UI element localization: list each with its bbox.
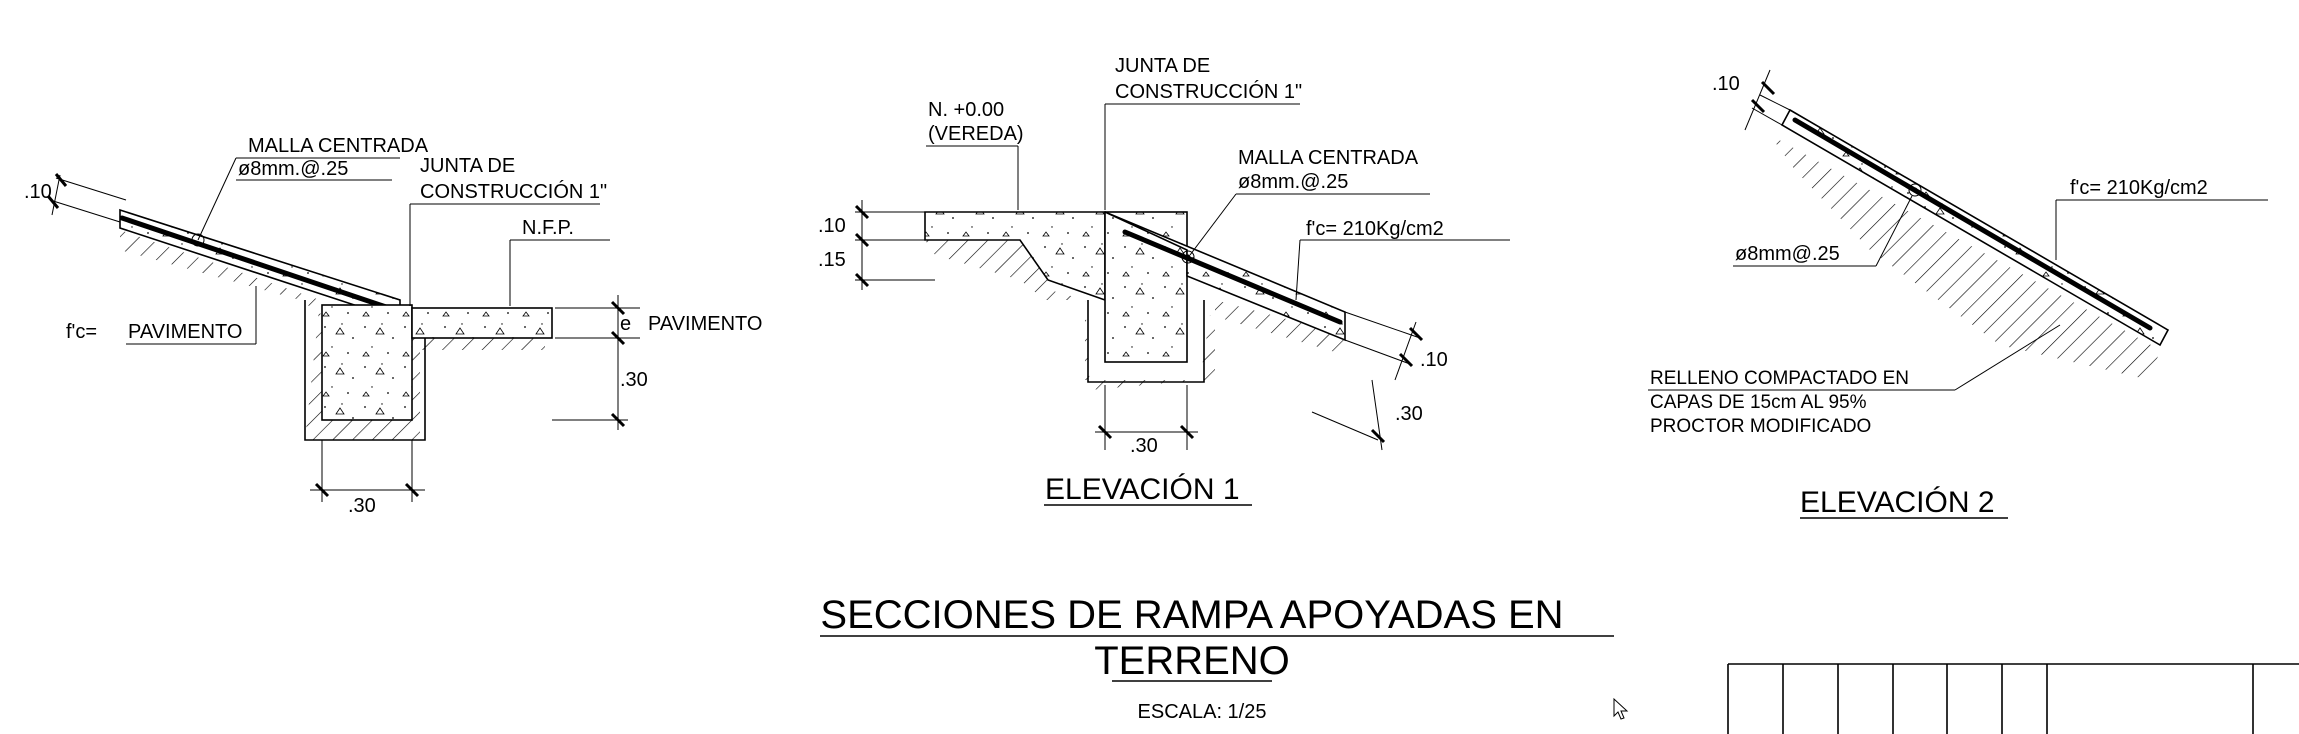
elevation-1-title: ELEVACIÓN 1 <box>1045 473 1240 506</box>
foundation-beam <box>322 305 412 420</box>
junta-2-line2: CONSTRUCCIÓN 1" <box>1115 81 1303 103</box>
scale-label: ESCALA: 1/25 <box>1137 701 1267 723</box>
malla-line1: MALLA CENTRADA <box>248 135 429 157</box>
section-3-drawing <box>1648 70 2268 519</box>
dim-slab-label: .10 <box>24 181 52 203</box>
arrow-cursor-icon <box>1614 699 1627 719</box>
junta-line2: CONSTRUCCIÓN 1" <box>420 181 608 203</box>
pavimento-right-label: PAVIMENTO <box>648 313 763 335</box>
reinforcement-bar <box>122 218 395 310</box>
sheet-title-block <box>820 593 1614 723</box>
dim-top-label: .10 <box>818 215 846 237</box>
fc-3-label: f'c= 210Kg/cm2 <box>2070 177 2208 199</box>
dim-second-label: .15 <box>818 249 846 271</box>
foundation-beam-2 <box>1105 212 1187 362</box>
relleno-line2: CAPAS DE 15cm AL 95% <box>1650 392 1867 413</box>
section-1-drawing <box>24 135 762 517</box>
sheet-title-line1: SECCIONES DE RAMPA APOYADAS EN <box>820 593 1564 637</box>
dim-depth-2-label: .30 <box>1395 403 1423 425</box>
dim-slab-3-label: .10 <box>1712 73 1740 95</box>
nfp-label: N.F.P. <box>522 217 574 239</box>
junta-2-line1: JUNTA DE <box>1115 55 1211 77</box>
dim-width-label: .30 <box>348 495 376 517</box>
relleno-line1: RELLENO COMPACTADO EN <box>1650 368 1910 389</box>
sheet-title-line2: TERRENO <box>1094 639 1290 683</box>
relleno-line3: PROCTOR MODIFICADO <box>1650 416 1872 437</box>
fc-2-label: f'c= 210Kg/cm2 <box>1306 218 1444 240</box>
e-label: e <box>620 313 632 335</box>
dim-slab-2-label: .10 <box>1420 349 1448 371</box>
junta-line1: JUNTA DE <box>420 155 516 177</box>
level-line1: N. +0.00 <box>928 99 1005 121</box>
level-line2: (VEREDA) <box>928 123 1024 145</box>
fc-label: f'c= <box>66 321 98 343</box>
malla-2-line2: ø8mm.@.25 <box>1238 171 1349 193</box>
elevation-2-title: ELEVACIÓN 2 <box>1800 486 1995 519</box>
malla-line2: ø8mm.@.25 <box>238 158 349 180</box>
title-block-table <box>1728 664 2299 734</box>
section-2-drawing <box>818 55 1510 506</box>
bar-3-label: ø8mm@.25 <box>1735 243 1840 265</box>
dim-depth-label: .30 <box>620 369 648 391</box>
pavement-slab <box>412 308 552 338</box>
pavimento-left-label: PAVIMENTO <box>128 321 243 343</box>
dim-width-2-label: .30 <box>1130 435 1158 457</box>
malla-2-line1: MALLA CENTRADA <box>1238 147 1419 169</box>
